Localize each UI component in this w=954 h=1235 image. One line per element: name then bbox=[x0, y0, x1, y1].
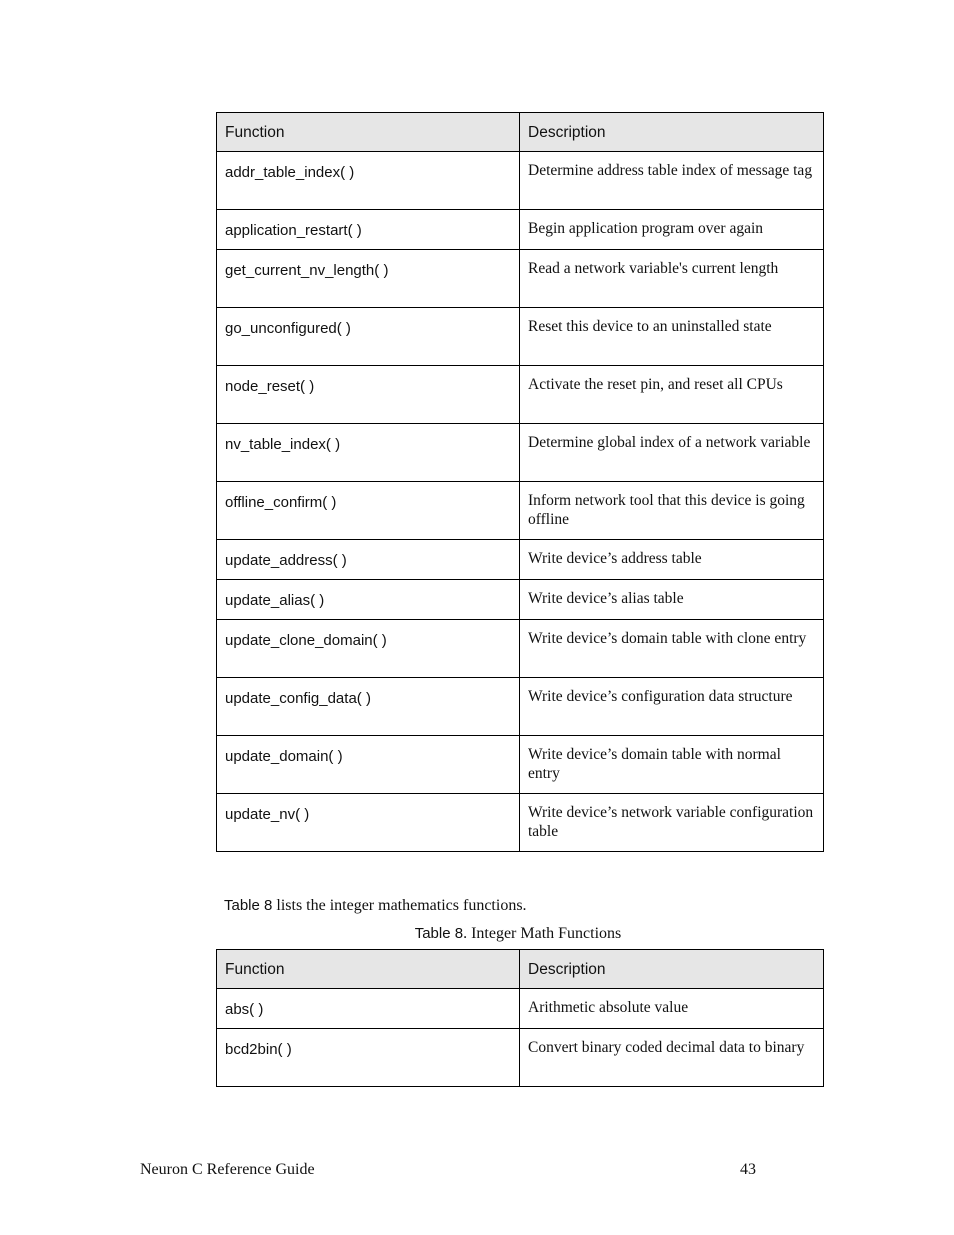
table-row bbox=[217, 736, 824, 794]
description-cell: Write device’s configuration data structure bbox=[520, 678, 824, 736]
description-cell: Write device’s network variable configuration table bbox=[520, 794, 824, 852]
footer-document-title: Neuron C Reference Guide bbox=[140, 1161, 315, 1178]
function-name-cell: node_reset( ) bbox=[217, 366, 520, 424]
function-name-cell: abs( ) bbox=[217, 989, 520, 1029]
function-name-cell: nv_table_index( ) bbox=[217, 424, 520, 482]
description-cell: Activate the reset pin, and reset all CPUs bbox=[520, 366, 824, 424]
function-name-cell: update_address( ) bbox=[217, 540, 520, 580]
description-cell: Write device’s domain table with normal entry bbox=[520, 736, 824, 794]
function-name-cell: update_domain( ) bbox=[217, 736, 520, 794]
column-header-description: Description bbox=[520, 113, 824, 152]
table-header-row bbox=[217, 113, 824, 152]
description-cell: Convert binary coded decimal data to binary bbox=[520, 1029, 824, 1087]
intro-text: lists the integer mathematics functions. bbox=[272, 897, 527, 914]
table-row bbox=[217, 678, 824, 736]
table-row bbox=[217, 620, 824, 678]
function-name-cell: bcd2bin( ) bbox=[217, 1029, 520, 1087]
table-row bbox=[217, 580, 824, 620]
function-name-cell: update_nv( ) bbox=[217, 794, 520, 852]
column-header-description: Description bbox=[520, 950, 824, 989]
description-cell: Reset this device to an uninstalled state bbox=[520, 308, 824, 366]
table-row bbox=[217, 152, 824, 210]
function-name-cell: offline_confirm( ) bbox=[217, 482, 520, 540]
integer-math-functions-table bbox=[216, 949, 824, 1087]
description-cell: Write device’s domain table with clone entry bbox=[520, 620, 824, 678]
description-cell: Inform network tool that this device is going offline bbox=[520, 482, 824, 540]
description-cell: Determine address table index of message tag bbox=[520, 152, 824, 210]
table-caption bbox=[0, 925, 954, 943]
column-header-function: Function bbox=[217, 950, 520, 989]
system-functions-table bbox=[216, 112, 824, 852]
description-cell: Read a network variable's current length bbox=[520, 250, 824, 308]
function-name-cell: get_current_nv_length( ) bbox=[217, 250, 520, 308]
table-row bbox=[217, 210, 824, 250]
function-name-cell: go_unconfigured( ) bbox=[217, 308, 520, 366]
description-cell: Determine global index of a network variable bbox=[520, 424, 824, 482]
caption-table-label: Table 8 bbox=[414, 925, 464, 942]
description-cell: Write device’s alias table bbox=[520, 580, 824, 620]
function-name-cell: update_clone_domain( ) bbox=[217, 620, 520, 678]
table-row bbox=[217, 482, 824, 540]
description-cell: Begin application program over again bbox=[520, 210, 824, 250]
column-header-function: Function bbox=[217, 113, 520, 152]
description-cell: Write device’s address table bbox=[520, 540, 824, 580]
intro-paragraph bbox=[224, 897, 527, 915]
table-row bbox=[217, 424, 824, 482]
function-name-cell: addr_table_index( ) bbox=[217, 152, 520, 210]
table-row bbox=[217, 540, 824, 580]
caption-text: . Integer Math Functions bbox=[463, 925, 622, 942]
table-row bbox=[217, 308, 824, 366]
table-row bbox=[217, 366, 824, 424]
table-row bbox=[217, 250, 824, 308]
function-name-cell: update_config_data( ) bbox=[217, 678, 520, 736]
table-row bbox=[217, 794, 824, 852]
table-reference-link[interactable]: Table 8 bbox=[224, 897, 273, 914]
footer-page-number: 43 bbox=[740, 1161, 756, 1178]
function-name-cell: update_alias( ) bbox=[217, 580, 520, 620]
table-row bbox=[217, 989, 824, 1029]
description-cell: Arithmetic absolute value bbox=[520, 989, 824, 1029]
function-name-cell: application_restart( ) bbox=[217, 210, 520, 250]
table-header-row bbox=[217, 950, 824, 989]
table-row bbox=[217, 1029, 824, 1087]
